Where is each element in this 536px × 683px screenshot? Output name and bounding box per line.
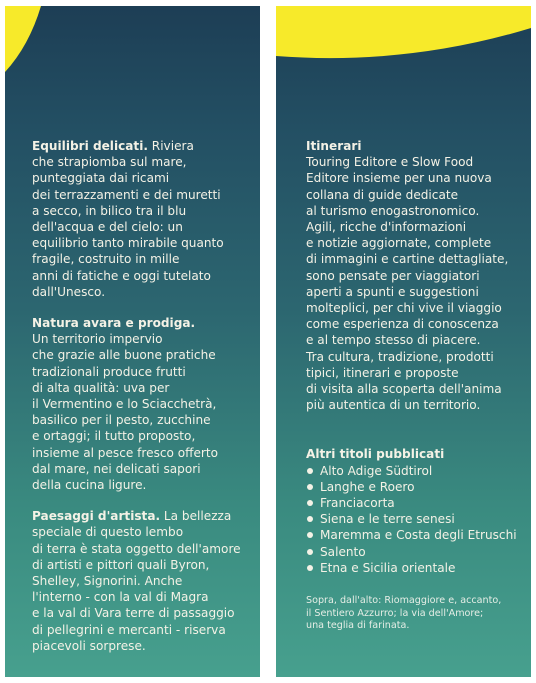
caption-line: una teglia di farinata. bbox=[306, 620, 410, 632]
text-line: e la val di Vara terre di passaggio bbox=[32, 606, 235, 621]
caption-line: Sopra, dall'alto: Riomaggiore e, accanto, bbox=[306, 595, 502, 607]
text-line: come esperienza di conoscenza bbox=[306, 317, 499, 332]
text-line: Touring Editore e Slow Food bbox=[306, 155, 474, 170]
text-line: al turismo enogastronomico. bbox=[306, 203, 480, 218]
photo-caption bbox=[306, 595, 528, 633]
text-line: tipici, itinerari e proposte bbox=[306, 365, 459, 380]
section-natura bbox=[32, 315, 258, 493]
list-item: Alto Adige Südtirol bbox=[306, 463, 528, 479]
text-line: collana di guide dedicate bbox=[306, 187, 459, 202]
list-item: Siena e le terre senesi bbox=[306, 511, 528, 527]
text-line: fragile, costruito in mille bbox=[32, 252, 180, 267]
text-line: basilico per il pesto, zucchine bbox=[32, 413, 211, 428]
list-item: Etna e Sicilia orientale bbox=[306, 560, 528, 576]
text-line: e ortaggi; il tutto proposto, bbox=[32, 429, 196, 444]
text-line: che strapiomba sul mare, bbox=[32, 155, 187, 170]
text-line: di terra è stata oggetto dell'amore bbox=[32, 541, 241, 556]
text-line: dell'acqua e del cielo: un bbox=[32, 220, 183, 235]
text-line: il Vermentino e lo Sciacchetrà, bbox=[32, 397, 217, 412]
section-paesaggi bbox=[32, 508, 258, 654]
section-heading: Equilibri delicati. bbox=[32, 139, 148, 153]
list-item: Salento bbox=[306, 544, 528, 560]
text-line: l'interno - con la val di Magra bbox=[32, 590, 209, 605]
text-line: piacevoli sorprese. bbox=[32, 638, 146, 653]
section-heading: Paesaggi d'artista. bbox=[32, 509, 161, 524]
text-line: dei terrazzamenti e dei muretti bbox=[32, 187, 221, 202]
text-line: speciale di questo lembo bbox=[32, 525, 184, 540]
section-altri-titoli bbox=[306, 446, 528, 462]
text-line: e al tempo stesso di piacere. bbox=[306, 333, 481, 348]
caption-line: il Sentiero Azzurro; la via dell'Amore; bbox=[306, 607, 484, 619]
yellow-corner-shape bbox=[5, 6, 45, 76]
text-line: punteggiata dai ricami bbox=[32, 171, 170, 186]
text-line: Riviera bbox=[147, 139, 194, 153]
text-line: di immagini e cartine dettagliate, bbox=[306, 252, 509, 267]
section-itinerari bbox=[306, 138, 528, 413]
text-line: insieme al pesce fresco offerto bbox=[32, 445, 219, 460]
text-line: Editore insieme per una nuova bbox=[306, 171, 492, 186]
text-line: tradizionali produce frutti bbox=[32, 364, 186, 379]
text-line: di alta qualità: uva per bbox=[32, 380, 170, 395]
text-line: Un territorio impervio bbox=[32, 332, 163, 347]
text-line: Agili, ricche d'informazioni bbox=[306, 220, 467, 235]
list-item: Langhe e Roero bbox=[306, 479, 528, 495]
right-text-column bbox=[306, 138, 528, 633]
text-line: e notizie aggiornate, complete bbox=[306, 236, 492, 251]
text-line: Shelley, Signorini. Anche bbox=[32, 574, 183, 589]
text-line: di visita alla scoperta dell'anima bbox=[306, 382, 502, 397]
titles-list bbox=[306, 463, 528, 576]
text-line: di artisti e pittori quali Byron, bbox=[32, 557, 210, 572]
text-line: sono pensate per viaggiatori bbox=[306, 268, 480, 283]
text-line: equilibrio tanto mirabile quanto bbox=[32, 236, 224, 251]
list-item: Maremma e Costa degli Etruschi bbox=[306, 527, 528, 543]
left-panel bbox=[5, 6, 260, 677]
section-heading: Natura avara e prodiga. bbox=[32, 316, 196, 331]
text-line: anni di fatiche e oggi tutelato bbox=[32, 268, 211, 283]
text-line: più autentica di un territorio. bbox=[306, 398, 481, 413]
section-equilibri bbox=[32, 138, 258, 300]
yellow-band-shape bbox=[276, 6, 531, 66]
text-line: della cucina ligure. bbox=[32, 478, 147, 493]
text-line: dall'Unesco. bbox=[32, 284, 106, 299]
text-line: che grazie alle buone pratiche bbox=[32, 348, 216, 363]
text-line: aperti a spunti e suggestioni bbox=[306, 284, 479, 299]
list-item: Franciacorta bbox=[306, 495, 528, 511]
text-line: La bellezza bbox=[160, 509, 232, 524]
right-panel bbox=[276, 6, 531, 677]
left-text-column bbox=[32, 138, 258, 654]
text-line: molteplici, per chi vive il viaggio bbox=[306, 301, 502, 316]
section-heading: Altri titoli pubblicati bbox=[306, 447, 445, 462]
text-line: a secco, in bilico tra il blu bbox=[32, 203, 187, 218]
text-line: Tra cultura, tradizione, prodotti bbox=[306, 349, 494, 364]
section-heading: Itinerari bbox=[306, 139, 362, 153]
text-line: di pellegrini e mercanti - riserva bbox=[32, 622, 226, 637]
text-line: dal mare, nei delicati sapori bbox=[32, 461, 201, 476]
